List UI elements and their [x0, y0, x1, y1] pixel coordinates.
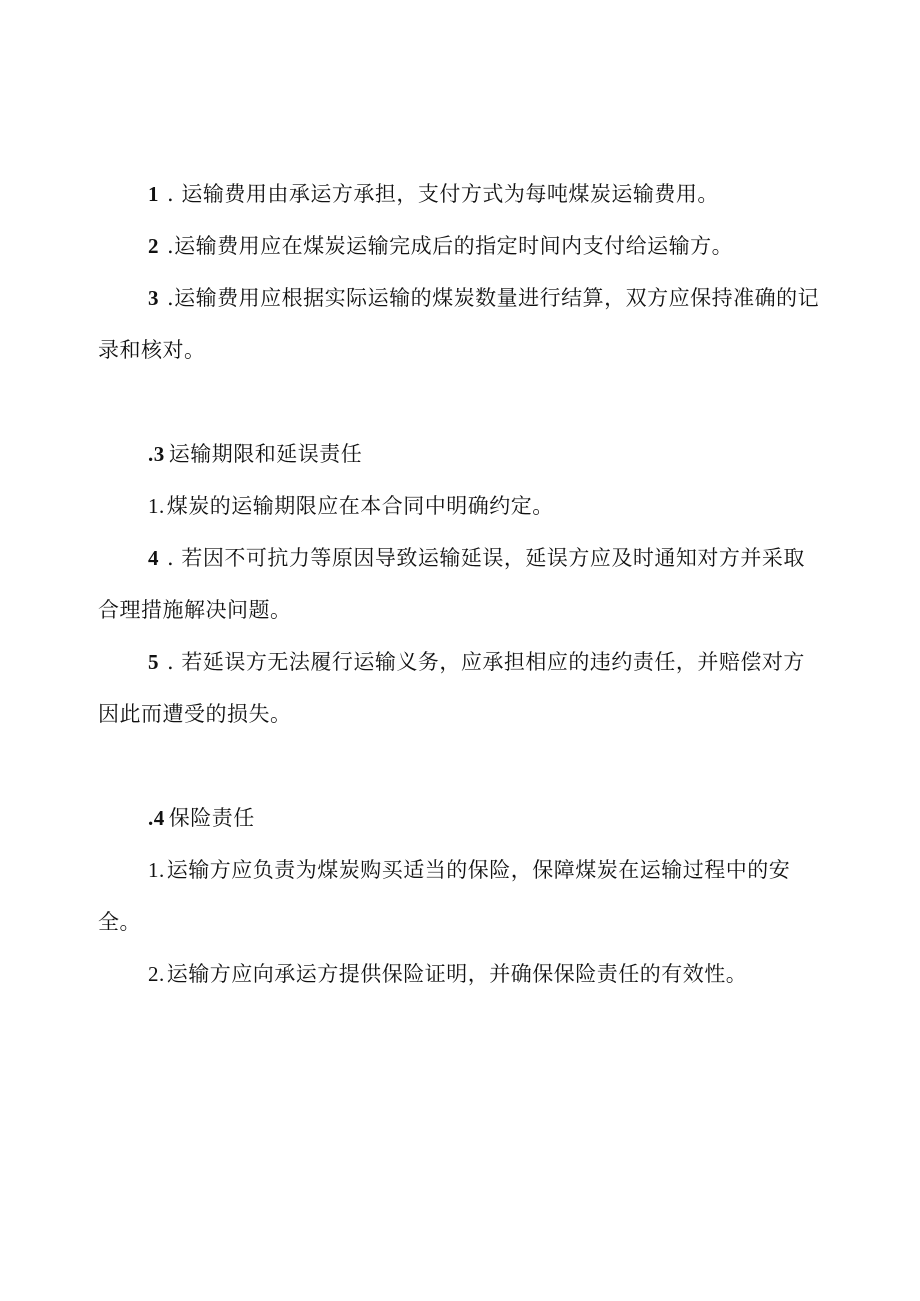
- clause-number: 1.: [148, 494, 165, 518]
- section-transport-period: [98, 428, 824, 740]
- section-heading-text: 运输期限和延误责任: [168, 442, 363, 466]
- section-heading: [98, 428, 824, 480]
- section-heading-number: .4: [148, 806, 165, 830]
- clause-text: .运输费用应根据实际运输的煤炭数量进行结算，双方应保持准确的记录和核对。: [98, 286, 820, 362]
- clause-text: 运输方应向承运方提供保险证明，并确保保险责任的有效性。: [166, 962, 748, 986]
- clause-number: 2: [148, 234, 159, 258]
- clause-number: 5: [148, 650, 159, 674]
- clause-text: 煤炭的运输期限应在本合同中明确约定。: [166, 494, 554, 518]
- clause-text: . 运输费用由承运方承担，支付方式为每吨煤炭运输费用。: [167, 182, 719, 206]
- clause-item: [98, 480, 824, 532]
- clause-number: 3: [148, 286, 159, 310]
- section-transport-fees: [98, 168, 824, 376]
- clause-item: [98, 168, 824, 220]
- section-heading-number: .3: [148, 442, 165, 466]
- clause-number: 1.: [148, 858, 165, 882]
- section-spacer: [98, 740, 824, 792]
- clause-item: [98, 220, 824, 272]
- clause-text: . 若因不可抗力等原因导致运输延误，延误方应及时通知对方并采取合理措施解决问题。: [98, 546, 805, 622]
- clause-item: [98, 636, 824, 740]
- section-heading: [98, 792, 824, 844]
- document-body: [98, 168, 824, 1000]
- clause-item: [98, 532, 824, 636]
- clause-text: . 若延误方无法履行运输义务，应承担相应的违约责任，并赔偿对方因此而遭受的损失。: [98, 650, 805, 726]
- section-spacer: [98, 376, 824, 428]
- section-insurance: [98, 792, 824, 1000]
- clause-number: 2.: [148, 962, 165, 986]
- clause-number: 1: [148, 182, 159, 206]
- clause-item: [98, 272, 824, 376]
- clause-number: 4: [148, 546, 159, 570]
- clause-text: .运输费用应在煤炭运输完成后的指定时间内支付给运输方。: [167, 234, 734, 258]
- clause-item: [98, 948, 824, 1000]
- section-heading-text: 保险责任: [168, 806, 255, 830]
- clause-item: [98, 844, 824, 948]
- clause-text: 运输方应负责为煤炭购买适当的保险，保障煤炭在运输过程中的安全。: [98, 858, 791, 934]
